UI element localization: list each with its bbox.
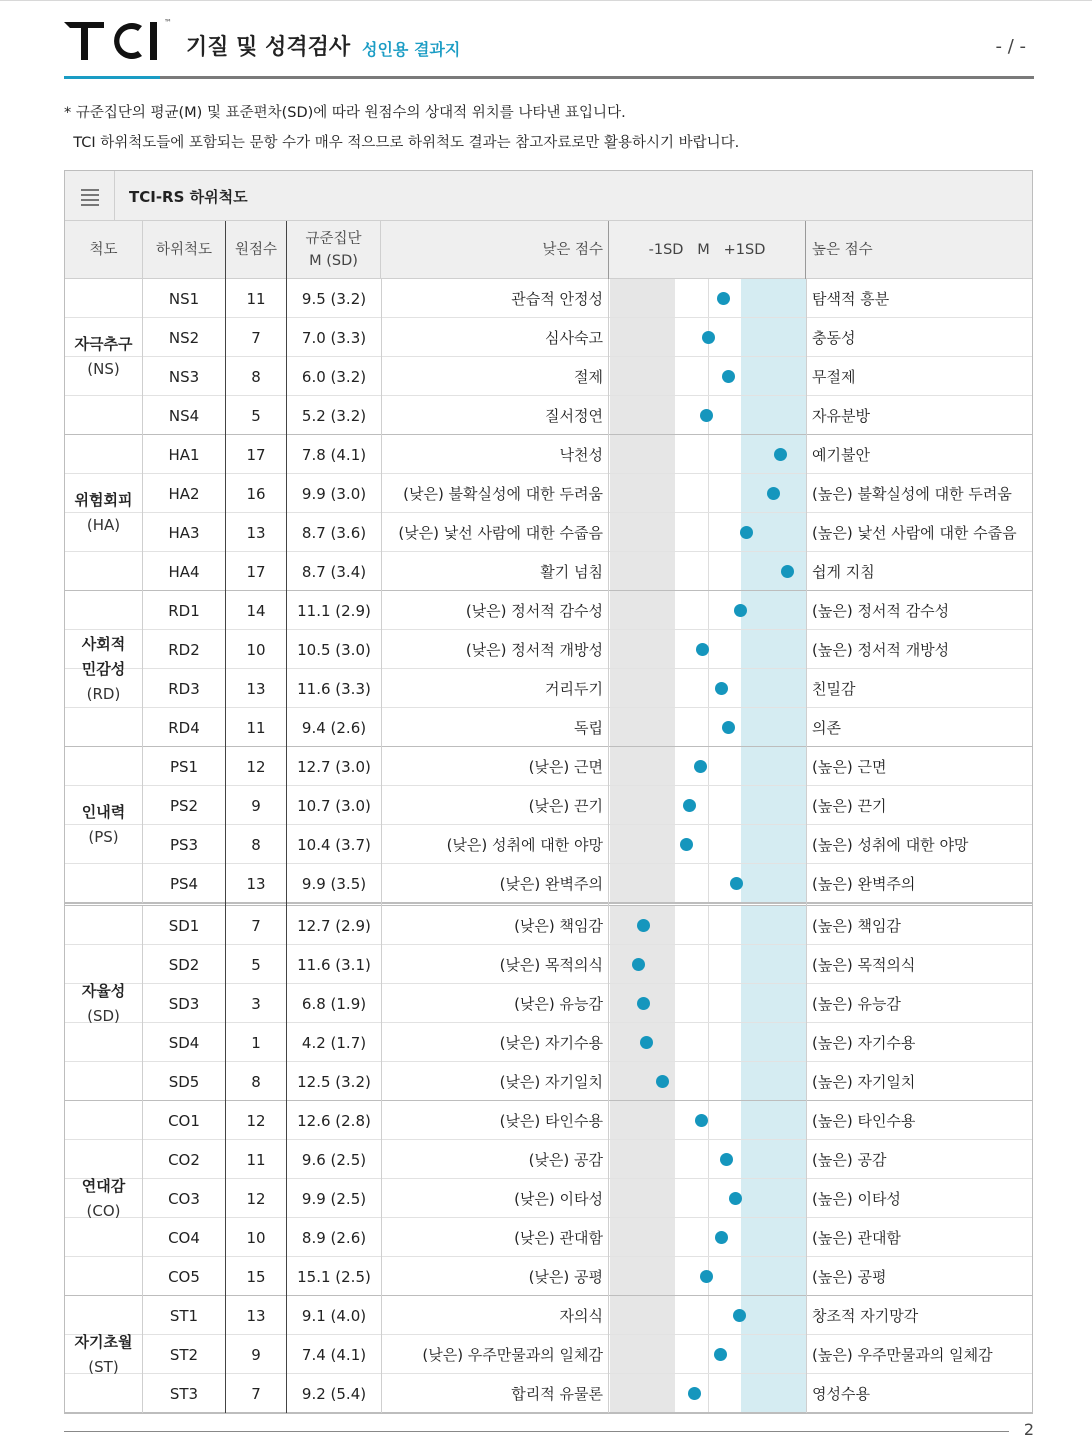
score-position-dot: [680, 838, 693, 851]
low-score-label: (낮은) 타인수용: [499, 1112, 603, 1130]
low-score-label: 심사숙고: [545, 329, 603, 347]
norm-mean-sd: 15.1 (2.5): [297, 1267, 371, 1286]
table-header-row: [65, 221, 1032, 279]
low-score-label: 독립: [574, 719, 603, 737]
high-score-label: (높은) 자기일치: [812, 1073, 916, 1091]
header-norm-line1: 규준집단: [305, 231, 362, 247]
score-position-dot: [740, 526, 753, 539]
high-score-label: 무절제: [812, 368, 856, 386]
norm-mean-sd: 7.8 (4.1): [301, 445, 367, 464]
table-row: [65, 513, 1032, 552]
raw-score: 9: [251, 796, 261, 815]
low-score-label: 활기 넘침: [540, 563, 603, 581]
raw-score: 8: [251, 1072, 261, 1091]
subscale-code: SD3: [168, 994, 200, 1013]
scale-group-cell: [65, 747, 143, 903]
norm-mean-sd: 8.9 (2.6): [301, 1228, 367, 1247]
norm-mean-sd: 6.0 (3.2): [301, 367, 367, 386]
score-position-dot: [702, 331, 715, 344]
low-score-label: (낮은) 유능감: [514, 995, 603, 1013]
header-low: 낮은 점수: [542, 242, 603, 258]
norm-mean-sd: 9.2 (5.4): [301, 1384, 367, 1403]
table-title-bar: [65, 171, 1032, 221]
low-score-label: (낮은) 자기일치: [499, 1073, 603, 1091]
low-score-label: 질서정연: [545, 407, 603, 425]
score-position-dot: [688, 1387, 701, 1400]
norm-mean-sd: 10.4 (3.7): [297, 835, 371, 854]
header-scale-axis: -1SD M +1SD: [608, 221, 806, 279]
low-score-label: (낮은) 불확실성에 대한 두려움: [403, 485, 603, 503]
subscale-code: CO2: [168, 1150, 200, 1169]
low-score-label: 관습적 안정성: [511, 290, 603, 308]
scale-name: 사회적 민감성: [81, 634, 126, 678]
norm-mean-sd: 10.5 (3.0): [297, 640, 371, 659]
raw-score: 7: [251, 1384, 261, 1403]
high-score-label: (높은) 낯선 사람에 대한 수줍음: [812, 524, 1017, 542]
table-row: [65, 279, 1032, 318]
high-score-label: 영성수용: [812, 1385, 870, 1403]
norm-mean-sd: 9.4 (2.6): [301, 718, 367, 737]
high-score-label: (높은) 이타성: [812, 1190, 901, 1208]
score-position-dot: [683, 799, 696, 812]
report-header: [64, 14, 1034, 80]
table-row: [65, 1335, 1032, 1374]
scale-code: (RD): [86, 684, 121, 703]
subscale-code: NS1: [168, 289, 200, 308]
table-row: [65, 630, 1032, 669]
table-row: [65, 1023, 1032, 1062]
raw-col-right-border: [286, 279, 287, 1413]
report-subtitle: 성인용 결과지: [362, 40, 461, 59]
table-row: [65, 474, 1032, 513]
subscale-code: ST2: [169, 1345, 199, 1364]
table-row: [65, 864, 1032, 903]
score-position-dot: [715, 682, 728, 695]
high-score-label: 창조적 자기망각: [812, 1307, 919, 1325]
subscale-code: RD2: [168, 640, 200, 659]
table-grid: [65, 221, 1032, 1413]
subscale-code: PS4: [169, 874, 199, 893]
scale-name: 자율성: [81, 981, 126, 1000]
raw-score: 11: [246, 718, 266, 737]
header-subscale: 하위척도: [155, 242, 213, 258]
scale-code: (SD): [87, 1006, 120, 1025]
high-score-label: (높은) 공감: [812, 1151, 887, 1169]
high-score-label: 쉽게 지침: [812, 563, 875, 581]
raw-score: 17: [246, 445, 266, 464]
menu-icon: [65, 171, 115, 220]
high-score-label: (높은) 관대함: [812, 1229, 901, 1247]
footer-page-number: 2: [1023, 1420, 1034, 1439]
raw-score: 13: [246, 679, 266, 698]
footer-rule: [64, 1431, 1009, 1432]
high-score-label: (높은) 우주만물과의 일체감: [812, 1346, 993, 1364]
table-row: [65, 318, 1032, 357]
high-score-label: (높은) 근면: [812, 758, 887, 776]
high-score-label: (높은) 공평: [812, 1268, 887, 1286]
high-score-label: (높은) 정서적 개방성: [812, 641, 950, 659]
low-score-label: (낮은) 책임감: [514, 917, 603, 935]
raw-score: 14: [246, 601, 266, 620]
raw-score: 12: [246, 1189, 266, 1208]
score-position-dot: [730, 877, 743, 890]
subscale-code: NS2: [168, 328, 200, 347]
subscale-code: PS2: [169, 796, 199, 815]
raw-score: 16: [246, 484, 266, 503]
raw-score: 12: [246, 757, 266, 776]
high-score-label: (높은) 자기수용: [812, 1034, 916, 1052]
norm-mean-sd: 10.7 (3.0): [297, 796, 371, 815]
page-marker: - / -: [995, 36, 1026, 57]
high-score-label: 자유분방: [812, 407, 870, 425]
subscale-code: PS3: [169, 835, 199, 854]
raw-score: 11: [246, 289, 266, 308]
norm-mean-sd: 9.6 (2.5): [301, 1150, 367, 1169]
score-position-dot: [774, 448, 787, 461]
raw-score: 5: [251, 955, 261, 974]
raw-score: 1: [251, 1033, 261, 1052]
high-score-label: (높은) 유능감: [812, 995, 901, 1013]
high-score-label: 예기불안: [812, 446, 870, 464]
high-score-label: 친밀감: [812, 680, 856, 698]
high-score-label: 충동성: [812, 329, 856, 347]
table-row: [65, 1062, 1032, 1101]
high-score-label: (높은) 완벽주의: [812, 875, 916, 893]
logo-trademark: ™: [164, 18, 172, 27]
norm-mean-sd: 8.7 (3.4): [301, 562, 367, 581]
table-row: [65, 552, 1032, 591]
high-score-label: (높은) 성취에 대한 야망: [812, 836, 969, 854]
raw-score: 13: [246, 1306, 266, 1325]
score-position-dot: [722, 370, 735, 383]
raw-score: 8: [251, 835, 261, 854]
header-rule: [64, 76, 1034, 79]
low-score-label: (낮은) 공평: [528, 1268, 603, 1286]
subscale-code: CO4: [168, 1228, 200, 1247]
scale-group-cell: [65, 279, 143, 435]
table-body: [65, 279, 1032, 1413]
score-position-dot: [696, 643, 709, 656]
table-row: [65, 1218, 1032, 1257]
subscale-code: RD4: [168, 718, 200, 737]
high-score-label: (높은) 목적의식: [812, 956, 916, 974]
low-score-label: 낙천성: [559, 446, 603, 464]
tci-logo: [64, 16, 174, 64]
table-row: [65, 357, 1032, 396]
high-score-label: (높은) 끈기: [812, 797, 887, 815]
table-row: [65, 747, 1032, 786]
scale-name: 자극추구: [74, 335, 133, 353]
score-position-dot: [694, 760, 707, 773]
raw-score: 12: [246, 1111, 266, 1130]
subscale-table: [64, 170, 1033, 1414]
subscale-code: HA3: [168, 523, 200, 542]
scale-name: 자기초월: [74, 1332, 133, 1351]
table-row: [65, 1374, 1032, 1413]
norm-mean-sd: 11.6 (3.3): [297, 679, 371, 698]
table-row: [65, 825, 1032, 864]
norm-mean-sd: 7.0 (3.3): [301, 328, 367, 347]
subscale-code: NS4: [168, 406, 200, 425]
score-position-dot: [637, 919, 650, 932]
score-position-dot: [637, 997, 650, 1010]
raw-score: 7: [251, 916, 261, 935]
subscale-code: CO5: [168, 1267, 200, 1286]
header-scale: 척도: [65, 221, 143, 279]
low-score-label: (낮은) 자기수용: [499, 1034, 603, 1052]
norm-mean-sd: 11.1 (2.9): [297, 601, 371, 620]
norm-mean-sd: 7.4 (4.1): [301, 1345, 367, 1364]
score-position-dot: [767, 487, 780, 500]
table-row: [65, 906, 1032, 945]
score-position-dot: [733, 1309, 746, 1322]
raw-score: 10: [246, 640, 266, 659]
raw-score: 3: [251, 994, 261, 1013]
score-position-dot: [722, 721, 735, 734]
subscale-code: PS1: [169, 757, 199, 776]
raw-col-left-border: [225, 279, 226, 1413]
norm-mean-sd: 12.7 (2.9): [297, 916, 371, 935]
raw-score: 7: [251, 328, 261, 347]
score-position-dot: [729, 1192, 742, 1205]
scale-col-left-border: [608, 279, 609, 1413]
subscale-code: SD4: [168, 1033, 200, 1052]
subscale-code: SD2: [168, 955, 200, 974]
scale-name: 연대감: [81, 1176, 126, 1195]
table-row: [65, 591, 1032, 630]
raw-score: 17: [246, 562, 266, 581]
scale-col-right-border: [806, 279, 807, 1413]
low-score-label: (낮은) 정서적 개방성: [465, 641, 603, 659]
raw-score: 5: [251, 406, 261, 425]
score-position-dot: [632, 958, 645, 971]
norm-mean-sd: 9.9 (2.5): [301, 1189, 367, 1208]
score-position-dot: [715, 1231, 728, 1244]
table-row: [65, 1101, 1032, 1140]
subscale-code: RD3: [168, 679, 200, 698]
low-score-label: 자의식: [559, 1307, 603, 1325]
low-score-label: 합리적 유물론: [511, 1385, 603, 1403]
scale-group-cell: [65, 591, 143, 747]
raw-score: 13: [246, 874, 266, 893]
scale-code: (PS): [88, 828, 119, 846]
table-row: [65, 669, 1032, 708]
subscale-code: SD1: [168, 916, 200, 935]
norm-mean-sd: 12.7 (3.0): [297, 757, 371, 776]
table-row: [65, 1296, 1032, 1335]
report-title: 기질 및 성격검사: [186, 35, 351, 60]
subscale-code: NS3: [168, 367, 200, 386]
header-norm: [287, 221, 381, 279]
subscale-code: HA1: [168, 445, 200, 464]
table-row: [65, 984, 1032, 1023]
norm-mean-sd: 6.8 (1.9): [301, 994, 367, 1013]
note-line: * 규준집단의 평균(M) 및 표준편차(SD)에 따라 원점수의 상대적 위치를 나타낸 표입니다.: [64, 105, 626, 121]
score-position-dot: [656, 1075, 669, 1088]
table-row: [65, 396, 1032, 435]
low-score-label: 거리두기: [545, 680, 603, 698]
high-score-label: (높은) 타인수용: [812, 1112, 916, 1130]
table-row: [65, 1179, 1032, 1218]
score-position-dot: [700, 409, 713, 422]
low-score-label: (낮은) 근면: [528, 758, 603, 776]
note-line: TCI 하위척도들에 포함되는 문항 수가 매우 적으므로 하위척도 결과는 참고자료로만 활용하시기 바랍니다.: [64, 135, 740, 151]
low-score-label: (낮은) 성취에 대한 야망: [446, 836, 603, 854]
low-score-label: (낮은) 이타성: [514, 1190, 603, 1208]
raw-score: 15: [246, 1267, 266, 1286]
scale-group-cell: [65, 435, 143, 591]
norm-mean-sd: 8.7 (3.6): [301, 523, 367, 542]
scale-code: (ST): [88, 1357, 119, 1376]
table-title: TCI-RS 하위척도: [129, 188, 248, 206]
norm-mean-sd: 12.5 (3.2): [297, 1072, 371, 1091]
low-score-label: (낮은) 완벽주의: [499, 875, 603, 893]
table-row: [65, 708, 1032, 747]
raw-score: 13: [246, 523, 266, 542]
table-row: [65, 1140, 1032, 1179]
norm-mean-sd: 11.6 (3.1): [297, 955, 371, 974]
score-position-dot: [700, 1270, 713, 1283]
scale-name: 위험회피: [74, 491, 133, 509]
score-position-dot: [734, 604, 747, 617]
header-raw: 원점수: [225, 221, 287, 279]
raw-score: 9: [251, 1345, 261, 1364]
table-row: [65, 1257, 1032, 1296]
norm-mean-sd: 12.6 (2.8): [297, 1111, 371, 1130]
low-score-label: (낮은) 우주만물과의 일체감: [422, 1346, 603, 1364]
subscale-code: RD1: [168, 601, 200, 620]
norm-mean-sd: 5.2 (3.2): [301, 406, 367, 425]
raw-score: 8: [251, 367, 261, 386]
subscale-code: ST1: [169, 1306, 199, 1325]
low-score-label: (낮은) 관대함: [514, 1229, 603, 1247]
raw-score: 10: [246, 1228, 266, 1247]
subscale-code: ST3: [169, 1384, 199, 1403]
norm-mean-sd: 9.9 (3.0): [301, 484, 367, 503]
notes: [64, 98, 739, 158]
table-row: [65, 786, 1032, 825]
subscale-code: CO3: [168, 1189, 200, 1208]
high-score-label: (높은) 책임감: [812, 917, 901, 935]
low-score-label: (낮은) 정서적 감수성: [465, 602, 603, 620]
score-position-dot: [720, 1153, 733, 1166]
norm-mean-sd: 9.5 (3.2): [301, 289, 367, 308]
scale-name: 인내력: [81, 803, 126, 821]
norm-col-border: [381, 279, 382, 1413]
norm-mean-sd: 4.2 (1.7): [301, 1033, 367, 1052]
norm-mean-sd: 9.1 (4.0): [301, 1306, 367, 1325]
table-row: [65, 435, 1032, 474]
high-score-label: 탐색적 흥분: [812, 290, 890, 308]
raw-score: 11: [246, 1150, 266, 1169]
low-score-label: (낮은) 목적의식: [499, 956, 603, 974]
score-position-dot: [714, 1348, 727, 1361]
scale-code: (HA): [86, 516, 121, 534]
low-score-label: (낮은) 공감: [528, 1151, 603, 1169]
low-score-label: 절제: [574, 368, 603, 386]
scale-code: (CO): [86, 1201, 121, 1220]
score-position-dot: [781, 565, 794, 578]
scale-group-cell: [65, 1101, 143, 1296]
header-high: 높은 점수: [812, 242, 873, 258]
header-rule-accent: [64, 76, 160, 79]
norm-mean-sd: 9.9 (3.5): [301, 874, 367, 893]
high-score-label: 의존: [812, 719, 841, 737]
low-score-label: (낮은) 낯선 사람에 대한 수줍음: [398, 524, 603, 542]
subscale-code: HA4: [168, 562, 200, 581]
scale-group-cell: [65, 906, 143, 1101]
subscale-code: SD5: [168, 1072, 200, 1091]
score-position-dot: [640, 1036, 653, 1049]
scale-code: (NS): [87, 360, 120, 378]
low-score-label: (낮은) 끈기: [528, 797, 603, 815]
score-position-dot: [695, 1114, 708, 1127]
score-position-dot: [717, 292, 730, 305]
table-row: [65, 945, 1032, 984]
scale-group-cell: [65, 1296, 143, 1413]
page-top-border: [0, 0, 1092, 4]
high-score-label: (높은) 불확실성에 대한 두려움: [812, 485, 1012, 503]
high-score-label: (높은) 정서적 감수성: [812, 602, 950, 620]
header-norm-line2: M (SD): [309, 253, 358, 269]
subscale-code: HA2: [168, 484, 200, 503]
subscale-code: CO1: [168, 1111, 200, 1130]
